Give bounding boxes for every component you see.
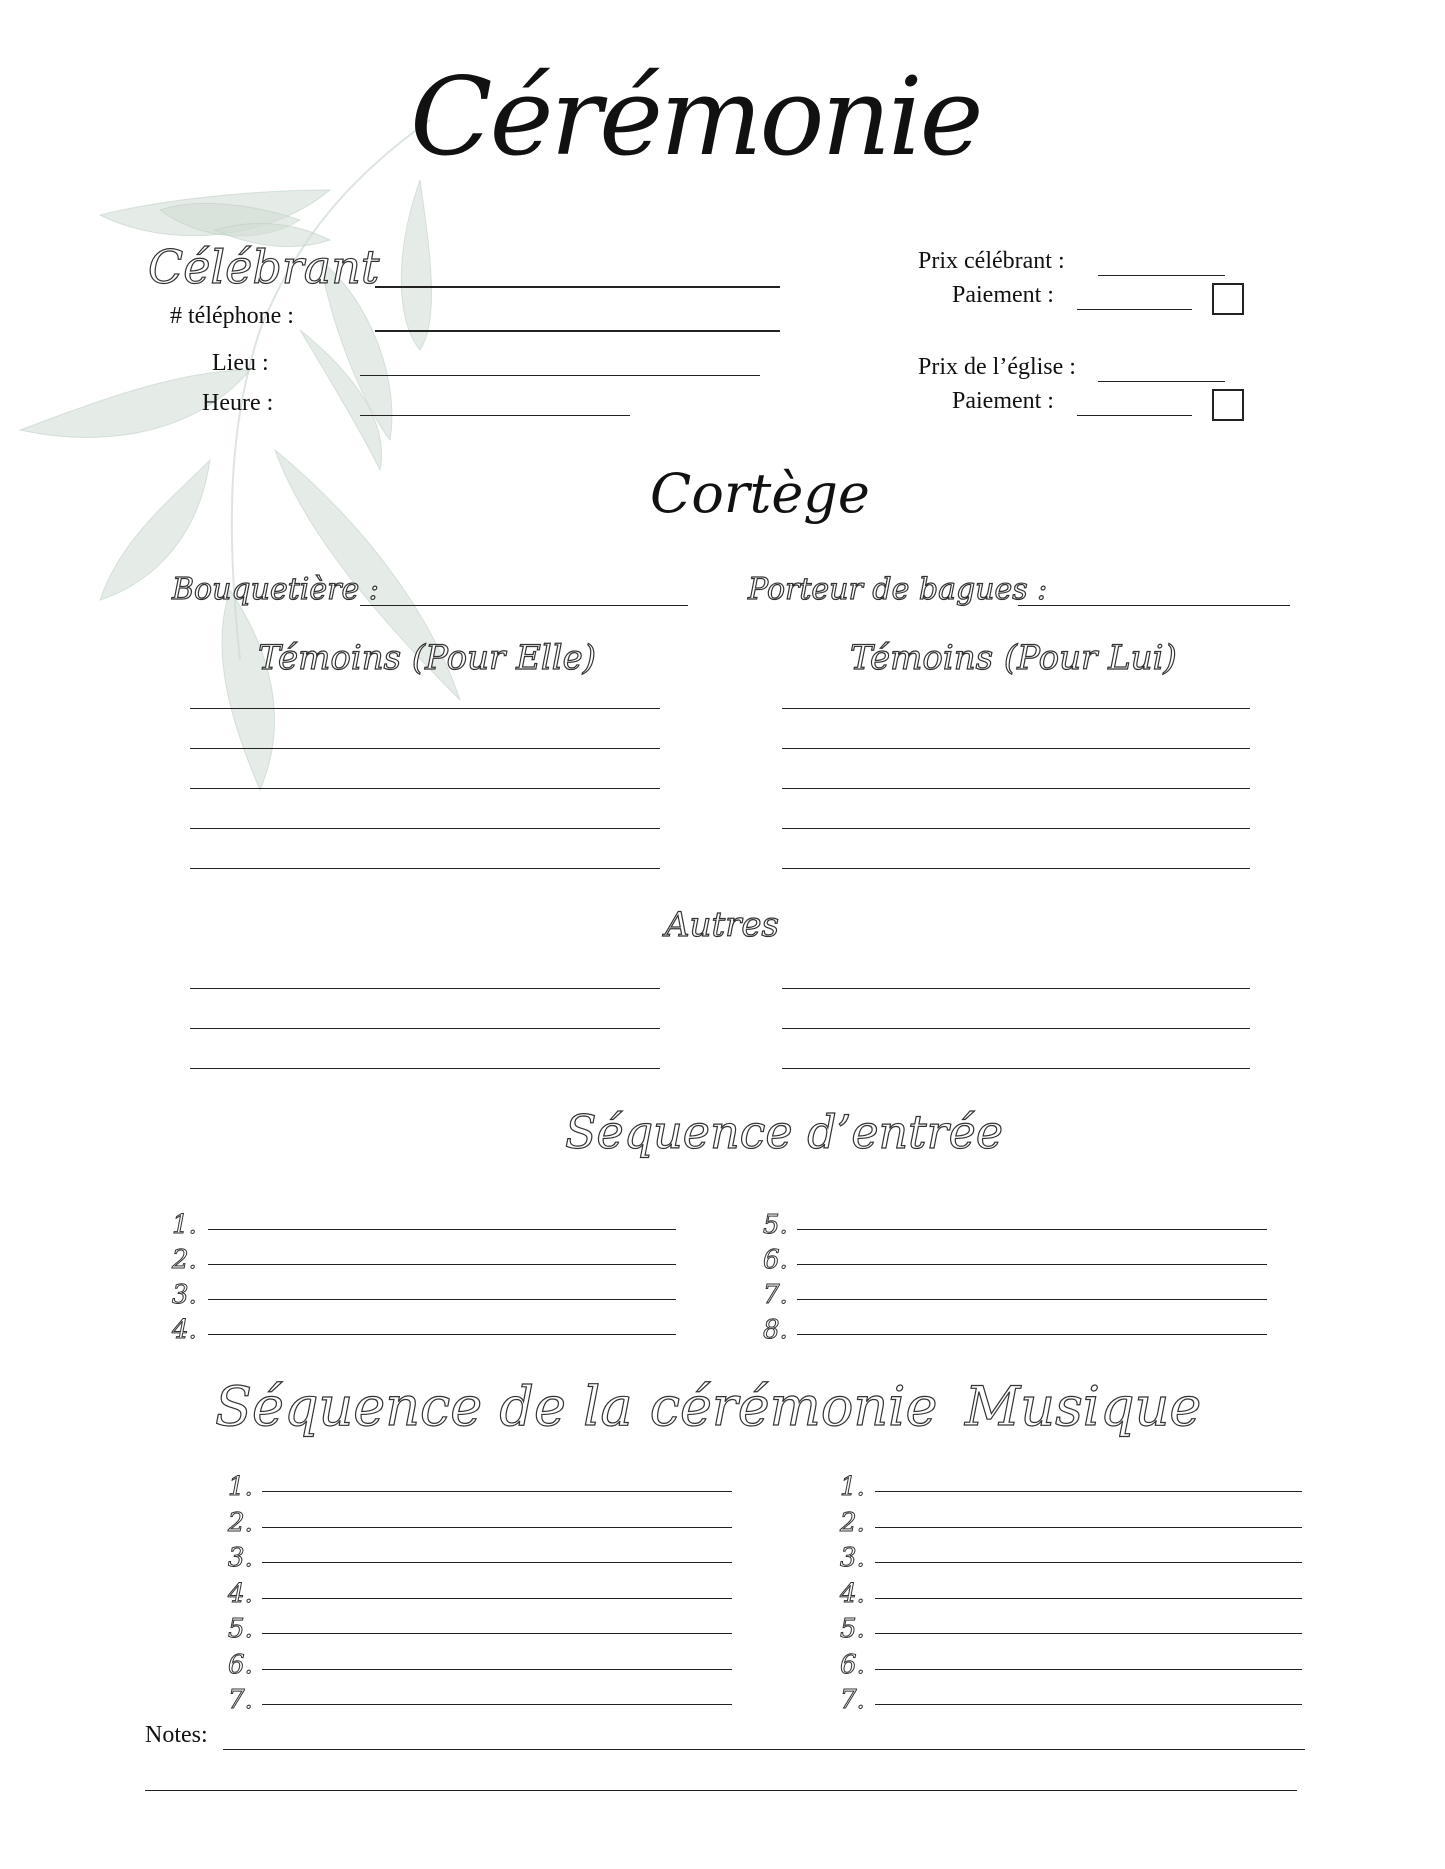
music-number: 6. [840, 1649, 865, 1680]
music-line[interactable] [875, 1704, 1302, 1705]
music-heading: Musique [965, 1375, 1202, 1438]
time-field[interactable] [360, 415, 630, 416]
celebrant-payment-checkbox[interactable] [1212, 283, 1244, 315]
church-payment-label: Paiement : [952, 388, 1054, 414]
ceremony-sequence-line[interactable] [262, 1598, 732, 1599]
music-number: 5. [840, 1614, 865, 1644]
entrance-line[interactable] [797, 1299, 1267, 1300]
witness-her-line[interactable] [190, 868, 660, 869]
witness-him-line[interactable] [782, 828, 1250, 829]
witness-him-line[interactable] [782, 748, 1250, 749]
music-line[interactable] [875, 1598, 1302, 1599]
notes-field[interactable] [145, 1790, 1297, 1791]
ceremony-sequence-number: 6. [228, 1649, 253, 1680]
witnesses-him-heading: Témoins (Pour Lui) [850, 638, 1177, 678]
music-number: 3. [840, 1543, 865, 1573]
celebrant-price-field[interactable] [1098, 275, 1225, 276]
time-label: Heure : [202, 390, 274, 416]
other-line[interactable] [190, 1028, 660, 1029]
witnesses-her-heading: Témoins (Pour Elle) [258, 638, 597, 678]
phone-field[interactable] [375, 330, 780, 332]
witness-her-line[interactable] [190, 708, 660, 709]
other-line[interactable] [782, 1068, 1250, 1069]
entrance-number: 3. [172, 1280, 197, 1310]
place-label: Lieu : [212, 350, 269, 376]
witness-him-line[interactable] [782, 868, 1250, 869]
entrance-number: 6. [763, 1245, 788, 1275]
ring-bearer-label: Porteur de bagues : [748, 572, 1048, 607]
ring-bearer-field[interactable] [1018, 605, 1290, 606]
entrance-number: 8. [763, 1315, 788, 1345]
other-line[interactable] [782, 1028, 1250, 1029]
procession-heading: Cortège [650, 462, 870, 525]
celebrant-heading: Célébrant [148, 240, 380, 294]
witness-her-line[interactable] [190, 748, 660, 749]
music-line[interactable] [875, 1562, 1302, 1563]
entrance-line[interactable] [797, 1229, 1267, 1230]
flower-girl-label: Bouquetière : [172, 572, 379, 607]
ceremony-sequence-number: 3. [228, 1543, 253, 1573]
music-number: 2. [840, 1507, 865, 1538]
entrance-line[interactable] [797, 1334, 1267, 1335]
entrance-number: 4. [172, 1315, 197, 1345]
ceremony-sequence-number: 2. [228, 1507, 253, 1538]
phone-label: # téléphone : [170, 303, 294, 329]
church-price-field[interactable] [1098, 381, 1225, 382]
witness-him-line[interactable] [782, 708, 1250, 709]
ceremony-sequence-number: 5. [228, 1614, 253, 1644]
entrance-line[interactable] [208, 1264, 676, 1265]
ceremony-sequence-number: 4. [228, 1578, 253, 1609]
page-title: Cérémonie [410, 55, 981, 180]
other-line[interactable] [190, 988, 660, 989]
ceremony-sequence-line[interactable] [262, 1633, 732, 1634]
entrance-line[interactable] [208, 1229, 676, 1230]
notes-label: Notes: [145, 1722, 208, 1748]
music-line[interactable] [875, 1669, 1302, 1670]
celebrant-payment-label: Paiement : [952, 282, 1054, 308]
church-payment-checkbox[interactable] [1212, 389, 1244, 421]
church-price-label: Prix de l’église : [918, 354, 1076, 380]
witness-him-line[interactable] [782, 788, 1250, 789]
place-field[interactable] [360, 375, 760, 376]
music-line[interactable] [875, 1633, 1302, 1634]
ceremony-sequence-heading: Séquence de la cérémonie [215, 1375, 938, 1438]
celebrant-name-field[interactable] [375, 286, 780, 288]
notes-field[interactable] [223, 1749, 1305, 1750]
ceremony-sequence-line[interactable] [262, 1669, 732, 1670]
others-heading: Autres [665, 905, 779, 945]
entrance-line[interactable] [208, 1299, 676, 1300]
ceremony-sequence-line[interactable] [262, 1562, 732, 1563]
flower-girl-field[interactable] [360, 605, 688, 606]
music-number: 7. [840, 1685, 865, 1715]
witness-her-line[interactable] [190, 788, 660, 789]
ceremony-sequence-line[interactable] [262, 1704, 732, 1705]
ceremony-sequence-line[interactable] [262, 1491, 732, 1492]
entrance-line[interactable] [797, 1264, 1267, 1265]
ceremony-sequence-number: 1. [228, 1472, 253, 1502]
other-line[interactable] [190, 1068, 660, 1069]
entrance-heading: Séquence d’entrée [565, 1105, 1004, 1159]
church-payment-field[interactable] [1077, 415, 1192, 416]
music-line[interactable] [875, 1527, 1302, 1528]
entrance-line[interactable] [208, 1334, 676, 1335]
ceremony-sequence-number: 7. [228, 1685, 253, 1715]
music-number: 1. [840, 1472, 865, 1502]
ceremony-sequence-line[interactable] [262, 1527, 732, 1528]
celebrant-payment-field[interactable] [1077, 309, 1192, 310]
entrance-number: 7. [763, 1280, 788, 1310]
music-number: 4. [840, 1578, 865, 1609]
entrance-number: 5. [763, 1210, 788, 1240]
witness-her-line[interactable] [190, 828, 660, 829]
entrance-number: 2. [172, 1245, 197, 1275]
celebrant-price-label: Prix célébrant : [918, 248, 1065, 274]
entrance-number: 1. [172, 1210, 197, 1240]
music-line[interactable] [875, 1491, 1302, 1492]
other-line[interactable] [782, 988, 1250, 989]
